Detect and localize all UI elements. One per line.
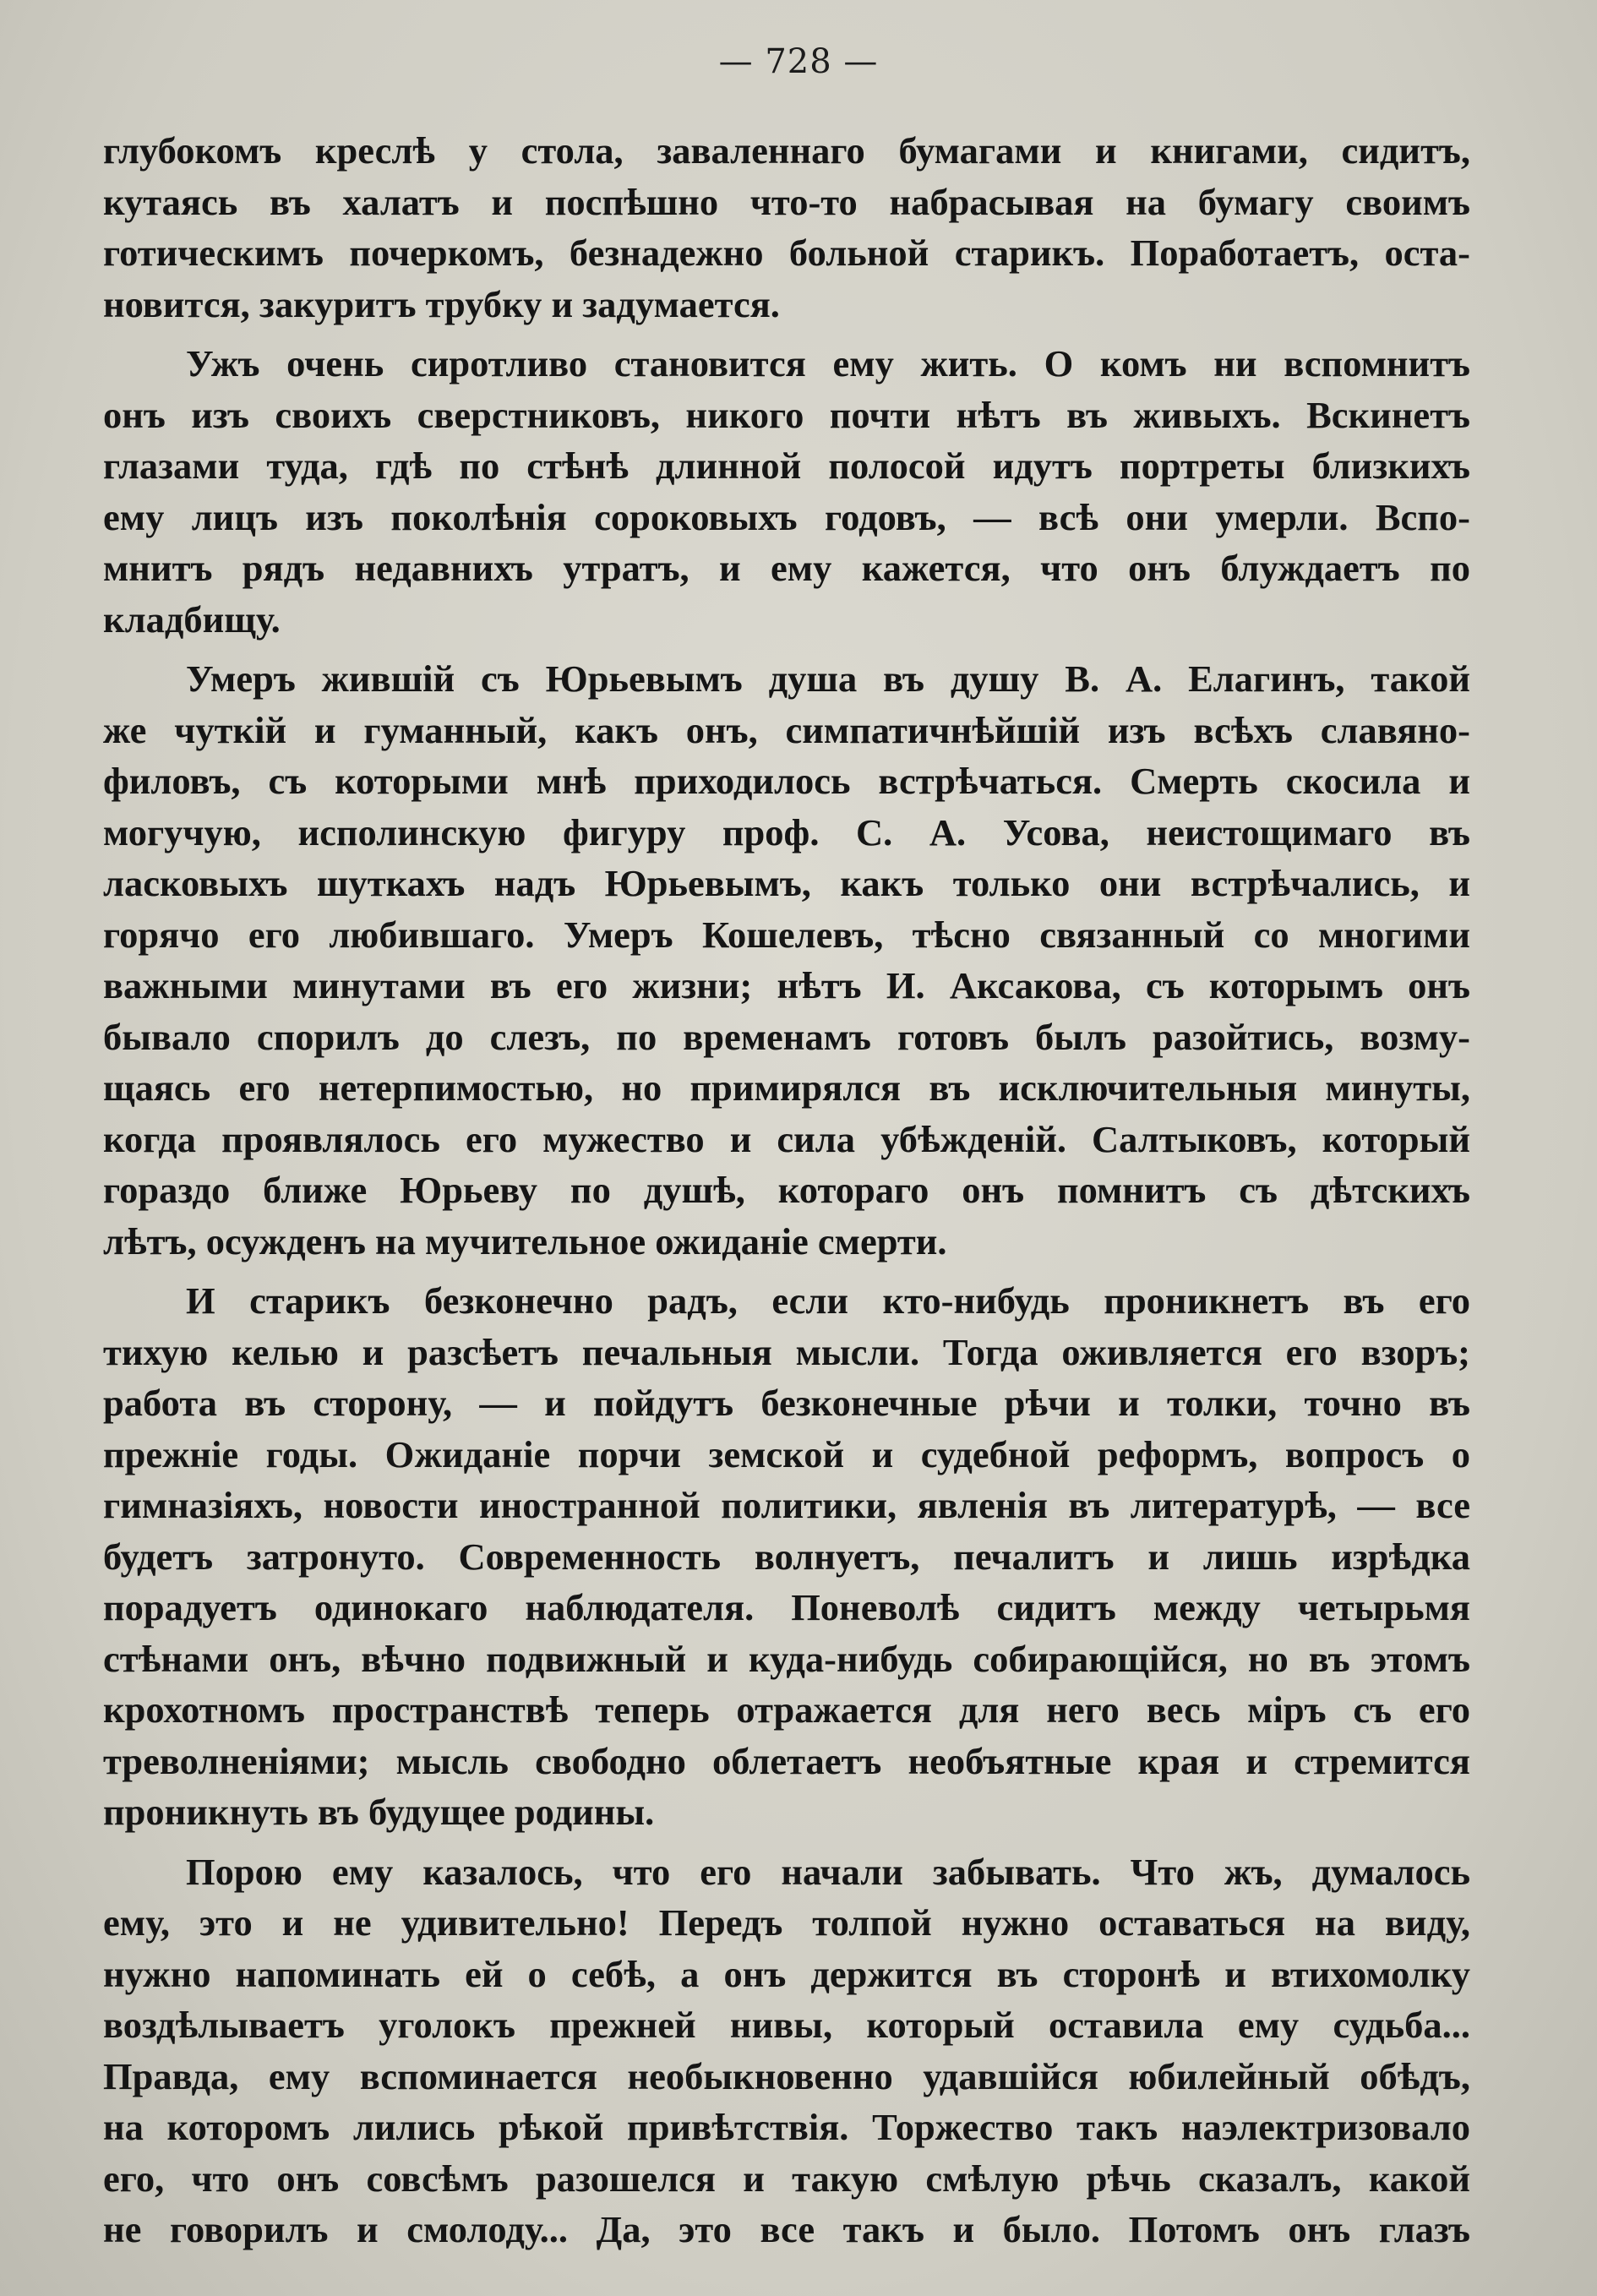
text-line: нужно напоминать ей о себѣ, а онъ держится въ сторонѣ и втихомолку [103, 1952, 1470, 1995]
text-line: его, что онъ совсѣмъ разошелся и такую смѣлую рѣчь сказалъ, какой [103, 2157, 1470, 2200]
text-line: ему лицъ изъ поколѣнія сороковыхъ годовъ, — всѣ они умерли. Вспо- [103, 495, 1470, 538]
text-line: на которомъ лились рѣкой привѣтствія. Торжество такъ наэлектризовало [103, 2106, 1470, 2148]
text-line: же чуткій и гуманный, какъ онъ, симпатичнѣйшій изъ всѣхъ славяно- [103, 708, 1470, 751]
text-line: не говорилъ и смолоду... Да, это все такъ и было. Потомъ онъ глазъ [103, 2208, 1470, 2250]
text-line: треволненіями; мысль свободно облетаетъ необъятные края и стремится [103, 1739, 1470, 1782]
text-line: стѣнами онъ, вѣчно подвижный и куда-нибудь собирающійся, но въ этомъ [103, 1637, 1470, 1680]
paragraph-5 [103, 1846, 1470, 2255]
text-line: воздѣлываетъ уголокъ прежней нивы, который оставила ему судьба... [103, 2004, 1470, 2046]
paragraph-4 [103, 1275, 1470, 1838]
text-line: работа въ сторону, — и пойдутъ безконечные рѣчи и толки, точно въ [103, 1382, 1470, 1424]
text-line: крохотномъ пространствѣ теперь отражается для него весь міръ съ его [103, 1688, 1470, 1731]
text-line: ему, это и не удивительно! Передъ толпой нужно оставаться на виду, [103, 1901, 1470, 1944]
text-line: готическимъ почеркомъ, безнадежно больной старикъ. Поработаетъ, оста- [103, 232, 1470, 274]
text-line: кутаясь въ халатъ и поспѣшно что-то набрасывая на бумагу своимъ [103, 180, 1470, 223]
text-line: будетъ затронуто. Современность волнуетъ, печалитъ и лишь изрѣдка [103, 1535, 1470, 1578]
text-line: филовъ, съ которыми мнѣ приходилось встрѣчаться. Смерть скосила и [103, 760, 1470, 802]
text-line: бывало спорилъ до слезъ, по временамъ готовъ былъ разойтись, возму- [103, 1015, 1470, 1058]
text-line: порадуетъ одинокаго наблюдателя. Поневолѣ сидитъ между четырьмя [103, 1586, 1470, 1628]
text-line: щаясь его нетерпимостью, но примирялся въ исключительныя минуты, [103, 1066, 1470, 1109]
text-line: могучую, исполинскую фигуру проф. С. А. Усова, неистощимаго въ [103, 810, 1470, 854]
text-line: проникнуть въ будущее родины. [103, 1791, 655, 1833]
text-line: онъ изъ своихъ сверстниковъ, никого почти нѣтъ въ живыхъ. Вскинетъ [103, 393, 1470, 436]
text-line: лѣтъ, осужденъ на мучительное ожиданіе смерти. [103, 1219, 947, 1263]
text-line: Порою ему казалось, что его начали забывать. Что жъ, думалось [186, 1850, 1470, 1893]
text-line: гимназіяхъ, новости иностранной политики, явленія въ литературѣ, — все [103, 1484, 1470, 1526]
text-line: когда проявлялось его мужество и сила убѣжденій. Салтыковъ, который [103, 1117, 1470, 1160]
text-line: Ужъ очень сиротливо становится ему жить. О комъ ни вспомнитъ [186, 342, 1470, 384]
text-line: кладбищу. [103, 597, 281, 641]
text-line: гораздо ближе Юрьеву по душѣ, котораго онъ помнитъ съ дѣтскихъ [103, 1169, 1470, 1211]
text-line: важными минутами въ его жизни; нѣтъ И. Аксакова, съ которымъ онъ [103, 964, 1470, 1006]
text-line: тихую келью и разсѣетъ печальныя мысли. Тогда оживляется его взоръ; [103, 1330, 1470, 1373]
paragraph-1 [103, 125, 1470, 330]
text-line: И старикъ безконечно радъ, если кто-нибудь проникнетъ въ его [186, 1279, 1470, 1322]
paragraph-3 [103, 653, 1470, 1267]
text-line: Умеръ жившій съ Юрьевымъ душа въ душу В. А. Елагинъ, такой [186, 657, 1470, 700]
paragraph-2 [103, 338, 1470, 645]
body-text [103, 125, 1470, 2255]
text-line: новится, закуритъ трубку и задумается. [103, 282, 780, 325]
text-line: прежніе годы. Ожиданіе порчи земской и судебной реформъ, вопросъ о [103, 1432, 1470, 1475]
text-line: горячо его любившаго. Умеръ Кошелевъ, тѣсно связанный со многими [103, 913, 1470, 956]
text-line: Правда, ему вспоминается необыкновенно удавшійся юбилейный обѣдъ, [103, 2054, 1470, 2097]
text-line: мнитъ рядъ недавнихъ утратъ, и ему кажется, что онъ блуждаетъ по [103, 547, 1470, 589]
page-number: — 728 — [718, 42, 879, 81]
text-line: ласковыхъ шуткахъ надъ Юрьевымъ, какъ только они встрѣчались, и [103, 862, 1470, 904]
text-line: глазами туда, гдѣ по стѣнѣ длинной полосой идутъ портреты близкихъ [103, 444, 1470, 487]
text-line: глубокомъ креслѣ у стола, заваленнаго бумагами и книгами, сидитъ, [103, 129, 1470, 172]
